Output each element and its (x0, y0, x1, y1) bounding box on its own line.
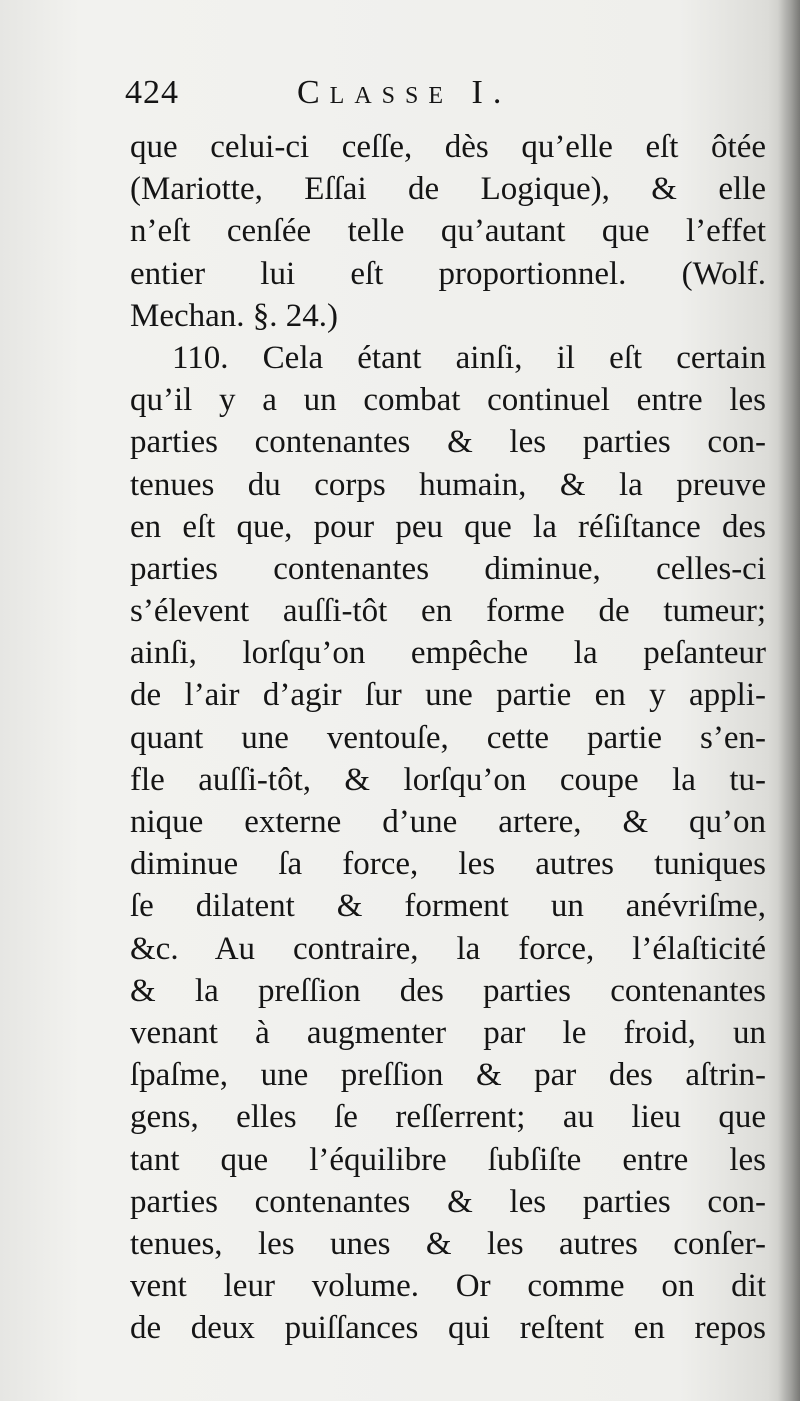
text-line: qu’il y a un combat continuel entre les (130, 382, 766, 419)
text-line: (Mariotte, Eſſai de Logique), & elle (130, 171, 766, 208)
text-line: & la preſſion des parties contenantes (130, 972, 766, 1009)
text-line: de deux puiſſances qui reſtent en repos (130, 1310, 766, 1347)
text-line: n’eſt cenſée telle qu’autant que l’effet (130, 213, 766, 250)
text-line: &c. Au contraire, la force, l’élaſticité (130, 930, 766, 967)
text-line: vent leur volume. Or comme on dit (130, 1268, 766, 1305)
text-line: ſe dilatent & forment un anévriſme, (130, 888, 766, 925)
text-line: en eſt que, pour peu que la réſiſtance des (130, 508, 766, 545)
body-text (130, 126, 766, 1349)
text-line: que celui-ci ceſſe, dès qu’elle eſt ôtée (130, 129, 766, 165)
running-head: Classe I. (297, 74, 512, 111)
text-line: entier lui eſt proportionnel. (Wolf. (130, 255, 766, 292)
page-edge-shadow (778, 0, 800, 1401)
text-line: ſpaſme, une preſſion & par des aſtrin- (130, 1057, 766, 1094)
text-line: fle auſſi-tôt, & lorſqu’on coupe la tu- (130, 761, 766, 798)
text-line: parties contenantes & les parties con- (130, 424, 766, 461)
text-line: diminue ſa force, les autres tuniques (130, 846, 766, 883)
text-line: s’élevent auſſi-tôt en forme de tumeur; (130, 593, 766, 630)
page-header (125, 72, 765, 122)
text-line: venant à augmenter par le froid, un (130, 1014, 766, 1051)
text-line: parties contenantes diminue, celles-ci (130, 550, 766, 587)
text-line: quant une ventouſe, cette partie s’en- (130, 719, 766, 756)
text-line: nique externe d’une artere, & qu’on (130, 804, 766, 840)
paragraph-start-line: 110. Cela étant ainſi, il eſt certain (172, 339, 766, 376)
text-line: ainſi, lorſqu’on empêche la peſanteur (130, 635, 766, 672)
text-line: tant que l’équilibre ſubſiſte entre les (130, 1141, 766, 1178)
page-number: 424 (125, 74, 179, 111)
text-line: tenues du corps humain, & la preuve (130, 466, 766, 503)
text-line: tenues, les unes & les autres conſer- (130, 1225, 766, 1262)
text-line: de l’air d’agir ſur une partie en y appli- (130, 677, 766, 714)
text-line: gens, elles ſe reſſerrent; au lieu que (130, 1099, 766, 1136)
text-line: Mechan. §. 24.) (130, 297, 339, 334)
text-line: parties contenantes & les parties con- (130, 1183, 766, 1220)
